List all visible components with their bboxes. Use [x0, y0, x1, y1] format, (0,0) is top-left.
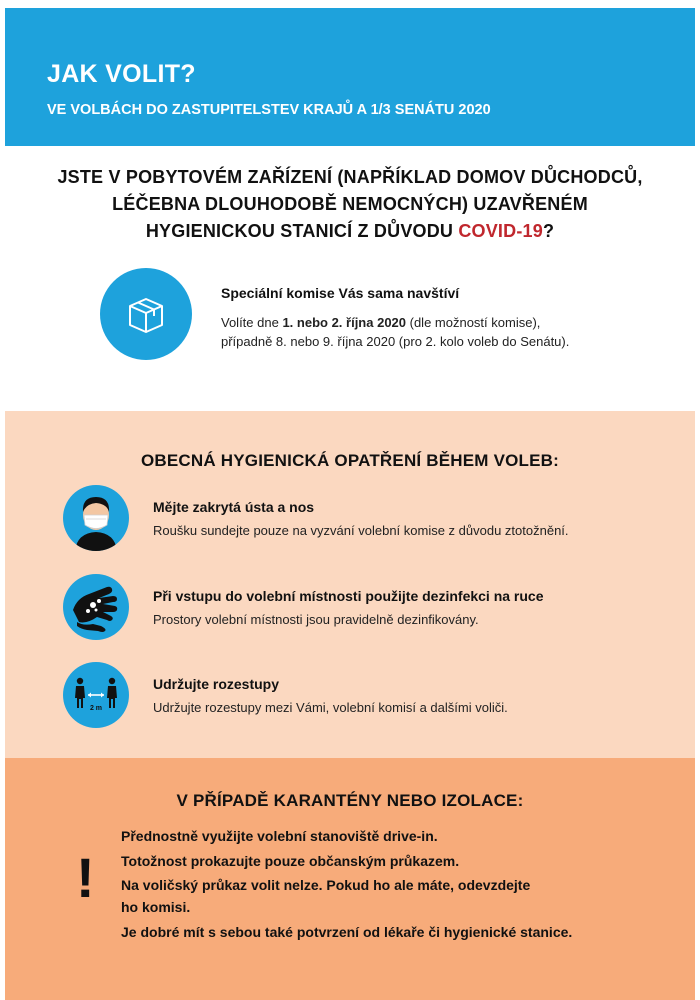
special-date-bold: 1. nebo 2. října 2020	[282, 315, 407, 330]
special-date-pre: Volíte dne	[221, 315, 283, 330]
special-second-round-line: případně 8. nebo 9. října 2020 (pro 2. kolo voleb do Senátu).	[221, 334, 570, 349]
special-commission-section	[5, 268, 695, 378]
distance-heading: Udržujte rozestupy	[153, 676, 280, 692]
question-line-2: LÉČEBNA DLOUHODOBĚ NEMOCNÝCH) UZAVŘENÉM	[112, 194, 588, 214]
disinfection-heading: Při vstupu do volební místnosti použijte dezinfekci na ruce	[153, 588, 544, 604]
question-line-1: JSTE V POBYTOVÉM ZAŘÍZENÍ (NAPŘÍKLAD DOMOV DŮCHODCŮ,	[57, 167, 643, 187]
hygiene-item-disinfection	[5, 574, 695, 644]
quarantine-title: V PŘÍPADĚ KARANTÉNY NEBO IZOLACE:	[176, 791, 524, 810]
quarantine-line-3: Na voličský průkaz volit nelze. Pokud ho ale máte, odevzdejte	[121, 877, 531, 893]
page-title: JAK VOLIT?	[47, 60, 196, 88]
quarantine-line-2: Totožnost prokazujte pouze občanským průkazem.	[121, 853, 460, 869]
face-mask-icon	[63, 485, 129, 551]
header-banner	[5, 8, 695, 146]
quarantine-section	[5, 758, 695, 1000]
mask-text: Roušku sundejte pouze na vyzvání volební komise z důvodu ztotožnění.	[153, 523, 569, 538]
special-date-post: (dle možností komise),	[406, 315, 541, 330]
distance-icon	[63, 662, 129, 728]
box-icon	[100, 268, 192, 360]
covid-label: COVID-19	[458, 221, 543, 241]
distance-label: 2 m	[89, 705, 103, 712]
exclamation-icon: !	[76, 846, 95, 909]
disinfection-text: Prostory volební místnosti jsou pravidelně dezinfikovány.	[153, 612, 479, 627]
distance-text: Udržujte rozestupy mezi Vámi, volební komisí a dalšími voliči.	[153, 700, 508, 715]
hand-disinfection-icon	[63, 574, 129, 640]
page	[5, 8, 695, 1000]
special-date-line	[221, 315, 540, 330]
hygiene-item-mask	[5, 485, 695, 555]
question-heading	[5, 164, 695, 245]
quarantine-line-5: Je dobré mít s sebou také potvrzení od lékaře či hygienické stanice.	[121, 924, 573, 940]
hygiene-item-distance	[5, 662, 695, 732]
question-mark: ?	[542, 221, 555, 241]
special-heading: Speciální komise Vás sama navštíví	[221, 285, 460, 301]
hygiene-section	[5, 411, 695, 758]
question-line-3-text: HYGIENICKOU STANICÍ Z DŮVODU	[145, 221, 459, 241]
quarantine-line-4: ho komisi.	[121, 899, 191, 915]
quarantine-line-1: Přednostně využijte volební stanoviště drive-in.	[121, 828, 438, 844]
mask-heading: Mějte zakrytá ústa a nos	[153, 499, 315, 515]
hygiene-title: OBECNÁ HYGIENICKÁ OPATŘENÍ BĚHEM VOLEB:	[140, 451, 560, 470]
question-line-3	[5, 218, 695, 245]
page-subtitle: VE VOLBÁCH DO ZASTUPITELSTEV KRAJŮ A 1/3 SENÁTU 2020	[47, 102, 491, 118]
